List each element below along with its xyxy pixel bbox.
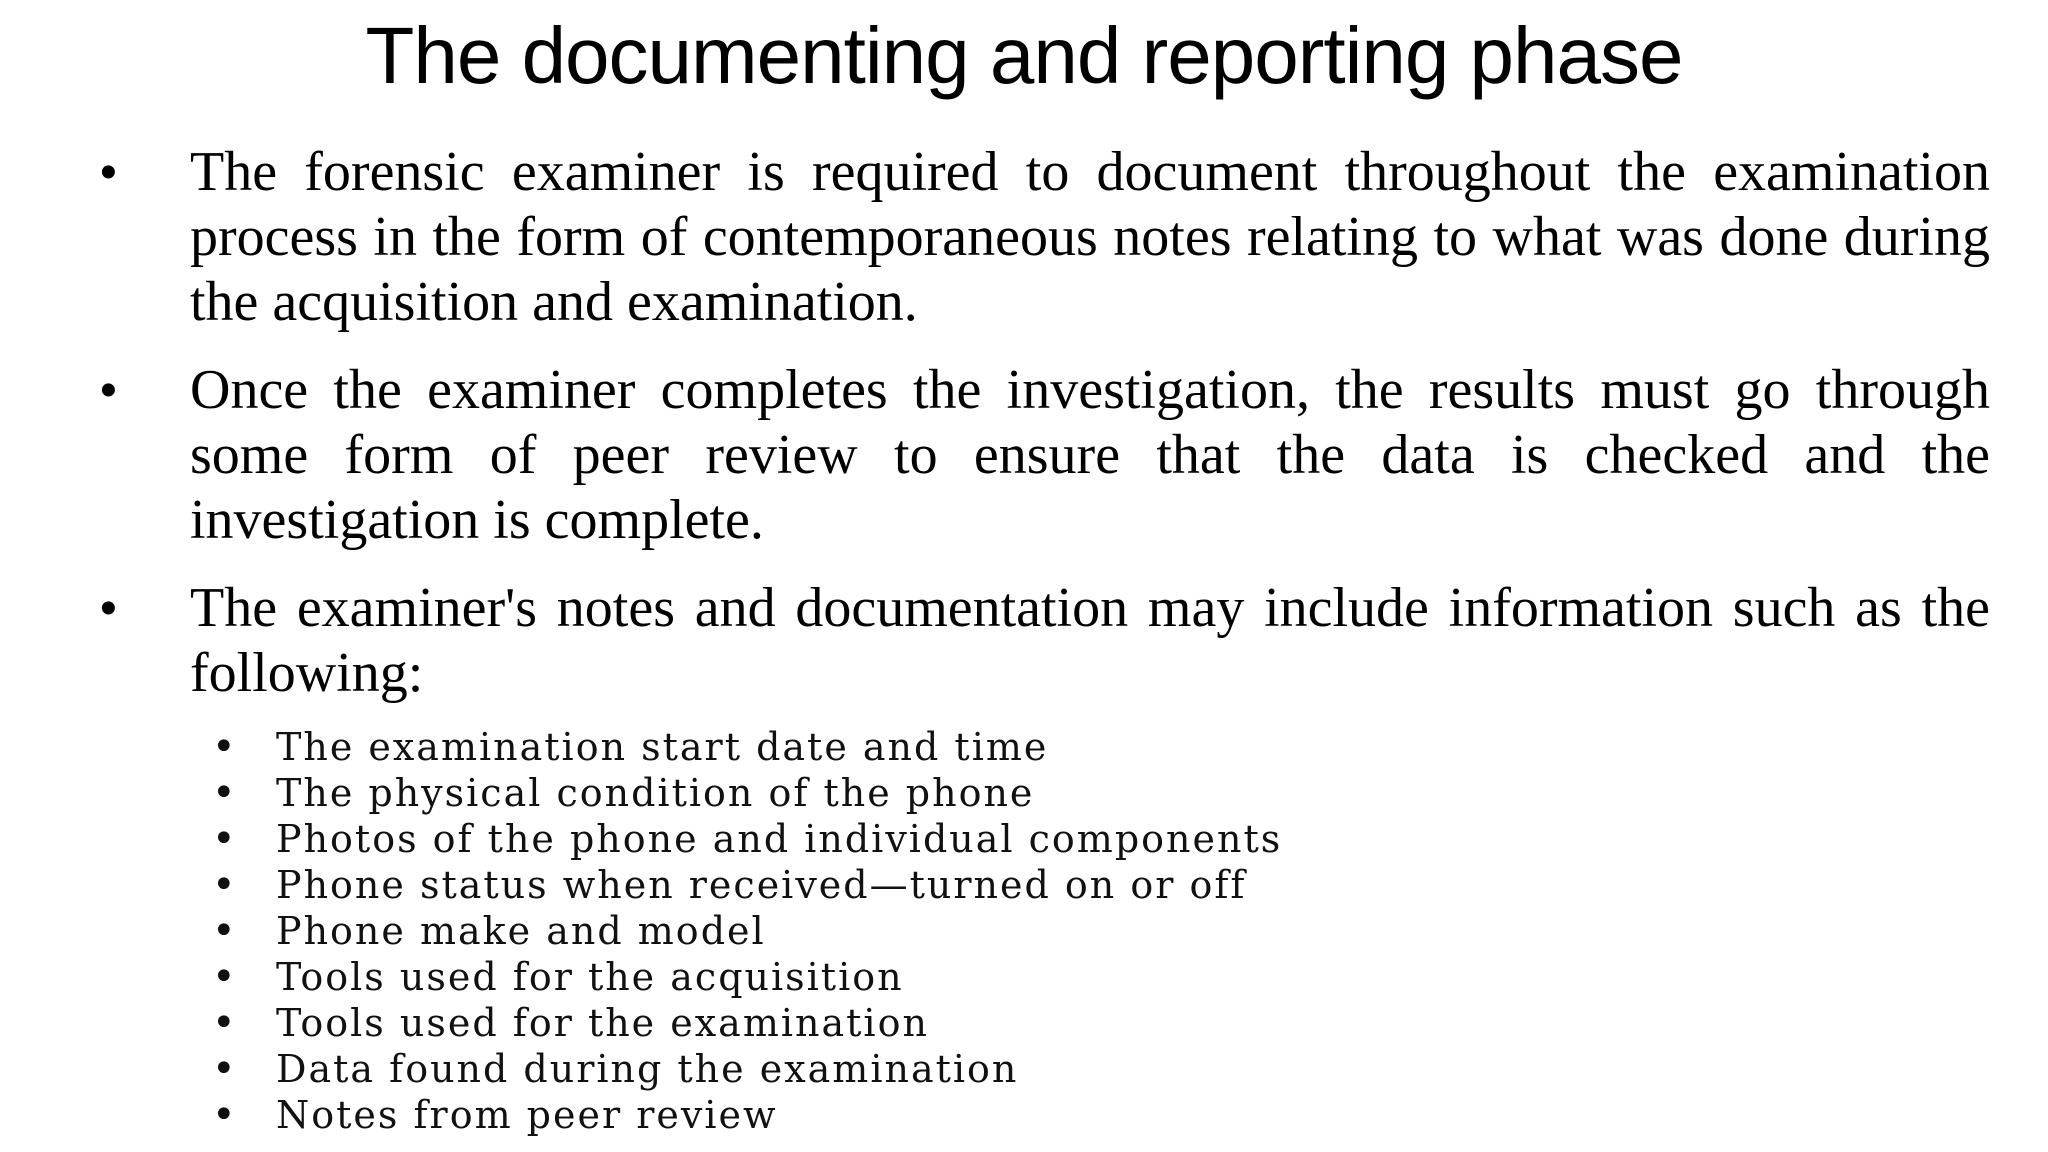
bullet-icon: • <box>212 770 238 816</box>
bullet-text: The forensic examiner is required to document throughout the examination process in the form of contemporaneous notes relating to what was done during the acquisition and examination. <box>190 141 1990 333</box>
sub-bullet-item <box>212 1046 1772 1092</box>
bullet-icon: • <box>212 954 238 1000</box>
sub-bullet-text: Data found during the examination <box>276 1047 1019 1091</box>
sub-bullet-list <box>212 724 1772 1138</box>
main-bullet-item <box>100 576 1990 706</box>
main-bullet-item <box>100 140 1990 335</box>
sub-bullet-text: Photos of the phone and individual components <box>276 817 1283 861</box>
sub-bullet-item <box>212 770 1772 816</box>
bullet-text: The examiner's notes and documentation may include information such as the following: <box>190 577 1990 704</box>
bullet-icon: • <box>212 724 238 770</box>
bullet-icon: • <box>212 1092 238 1138</box>
sub-bullet-text: Notes from peer review <box>276 1093 778 1137</box>
sub-bullet-text: The examination start date and time <box>276 725 1049 769</box>
sub-bullet-text: Tools used for the acquisition <box>276 955 904 999</box>
sub-bullet-item <box>212 1000 1772 1046</box>
sub-bullet-item <box>212 816 1772 862</box>
bullet-icon: • <box>212 862 238 908</box>
sub-bullet-item <box>212 954 1772 1000</box>
main-bullet-list <box>100 140 1990 729</box>
sub-bullet-item <box>212 862 1772 908</box>
slide-title: The documenting and reporting phase <box>365 11 1683 100</box>
main-bullet-item <box>100 358 1990 553</box>
sub-bullet-item <box>212 908 1772 954</box>
bullet-icon: • <box>100 582 117 635</box>
bullet-icon: • <box>212 816 238 862</box>
sub-bullet-item <box>212 724 1772 770</box>
bullet-text: Once the examiner completes the investigation, the results must go through some form of peer review to ensure that the data is checked and the investigation is complete. <box>190 359 1990 551</box>
bullet-icon: • <box>100 146 117 199</box>
sub-bullet-item <box>212 1092 1772 1138</box>
bullet-icon: • <box>100 364 117 417</box>
bullet-icon: • <box>212 1000 238 1046</box>
sub-bullet-text: The physical condition of the phone <box>276 771 1035 815</box>
sub-bullet-text: Phone status when received—turned on or off <box>276 863 1247 907</box>
sub-bullet-text: Phone make and model <box>276 909 766 953</box>
sub-bullet-text: Tools used for the examination <box>276 1001 929 1045</box>
bullet-icon: • <box>212 1046 238 1092</box>
bullet-icon: • <box>212 908 238 954</box>
